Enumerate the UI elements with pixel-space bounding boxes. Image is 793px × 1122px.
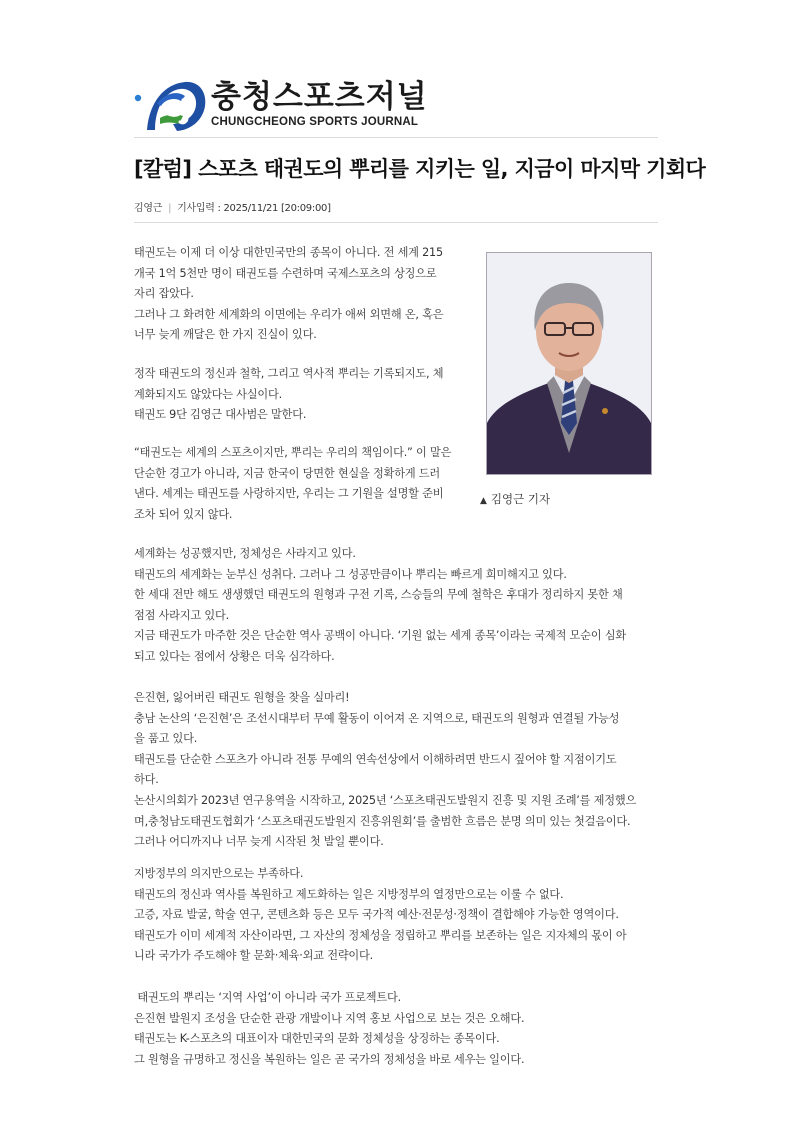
paragraph-line: 너무 늦게 깨달은 한 가지 진실이 있다. bbox=[134, 328, 317, 342]
article-paragraph bbox=[134, 243, 467, 346]
section-heading: 태권도의 뿌리는 ‘지역 사업’이 아니라 국가 프로젝트다. bbox=[134, 991, 401, 1004]
paragraph-line: 충남 논산의 ‘은진현’은 조선시대부터 무예 활동이 이어져 온 지역으로, 태권도의 원형과 연결될 가능성 bbox=[134, 711, 620, 725]
paragraph-line: 조차 되어 있지 않다. bbox=[134, 507, 233, 521]
paragraph-line: 태권도를 단순한 스포츠가 아니라 전통 무예의 연속선상에서 이해하려면 반드시 짚어야 할 지점이기도 bbox=[134, 752, 617, 766]
paragraph-line: 정작 태권도의 정신과 철학, 그리고 역사적 뿌리는 기록되지도, 체 bbox=[134, 367, 444, 380]
paragraph-line: 단순한 경고가 아니라, 지금 한국이 당면한 현실을 정확하게 드러 bbox=[134, 466, 440, 480]
header-divider bbox=[134, 137, 658, 138]
paragraph-line: 자리 잡았다. bbox=[134, 287, 194, 301]
article-meta bbox=[134, 199, 331, 214]
article-paragraph bbox=[134, 364, 467, 426]
sj-logo-icon bbox=[133, 74, 209, 134]
article-paragraph bbox=[134, 864, 658, 967]
article-paragraph bbox=[134, 544, 658, 668]
paragraph-line: 그러나 그 화려한 세계화의 이면에는 우리가 애써 외면해 온, 혹은 bbox=[134, 307, 444, 321]
section-heading: 세계화는 성공했지만, 정체성은 사라지고 있다. bbox=[134, 547, 356, 560]
paragraph-line: 태권도의 세계화는 눈부신 성취다. 그러나 그 성공만큼이나 뿌리는 빠르게 희미해지고 있다. bbox=[134, 567, 567, 581]
paragraph-line: 한 세대 전만 해도 생생했던 태권도의 원형과 구전 기록, 스승들의 무예 철학은 후대가 정리하지 못한 채 bbox=[134, 588, 623, 602]
paragraph-line: “태권도는 세계의 스포츠이지만, 뿌리는 우리의 책임이다.” 이 말은 bbox=[134, 446, 452, 459]
meta-separator: | bbox=[168, 203, 172, 214]
site-logo[interactable] bbox=[133, 74, 428, 134]
logo-korean-name: 충청스포츠저널 bbox=[211, 79, 428, 115]
author-photo bbox=[486, 252, 652, 475]
logo-english-name: CHUNGCHEONG SPORTS JOURNAL bbox=[211, 116, 419, 128]
article-title: [칼럼] 스포츠 태권도의 뿌리를 지키는 일, 지금이 마지막 기회다 bbox=[134, 157, 706, 181]
paragraph-line: 은진현 발원지 조성을 단순한 관광 개발이나 지역 홍보 사업으로 보는 것은 오해다. bbox=[134, 1011, 525, 1025]
photo-caption bbox=[480, 491, 550, 507]
paragraph-line: 그 원형을 규명하고 정신을 복원하는 일은 곧 국가의 정체성을 바로 세우는 일이다. bbox=[134, 1052, 525, 1066]
paragraph-line: 며,충청남도태권도협회가 ‘스포츠태권도발원지 진흥위원회’를 출범한 흐름은 분명 의미 있는 첫걸음이다. bbox=[134, 814, 631, 828]
photo-caption-text: 김영근 기자 bbox=[490, 492, 551, 506]
publish-date: 기사입력 : 2025/11/21 [20:09:00] bbox=[177, 203, 331, 214]
article-paragraph bbox=[134, 988, 658, 1070]
paragraph-line: 고증, 자료 발굴, 학술 연구, 콘텐츠화 등은 모두 국가적 예산·전문성·정책이 결합해야 가능한 영역이다. bbox=[134, 908, 619, 922]
paragraph-line: 논산시의회가 2023년 연구용역을 시작하고, 2025년 ‘스포츠태권도발원지 진흥 및 지원 조례’를 제정했으 bbox=[134, 793, 637, 807]
section-heading: 은진현, 잃어버린 태권도 원형을 찾을 실마리! bbox=[134, 691, 350, 704]
paragraph-line: 태권도는 이제 더 이상 대한민국만의 종목이 아니다. 전 세계 215 bbox=[134, 246, 443, 259]
author-name[interactable]: 김영근 bbox=[134, 203, 163, 214]
article-quote-paragraph bbox=[134, 443, 467, 525]
paragraph-line: 개국 1억 5천만 명이 태권도를 수련하며 국제스포츠의 상징으로 bbox=[134, 266, 437, 280]
paragraph-line: 낸다. 세계는 태권도를 사랑하지만, 우리는 그 기원을 설명할 준비 bbox=[134, 487, 444, 501]
paragraph-line: 지금 태권도가 마주한 것은 단순한 역사 공백이 아니다. ‘기원 없는 세계 종목’이라는 국제적 모순이 심화 bbox=[134, 629, 626, 643]
paragraph-line: 되고 있다는 점에서 상황은 더욱 심각하다. bbox=[134, 649, 335, 663]
paragraph-line: 점점 사라지고 있다. bbox=[134, 608, 229, 622]
paragraph-line: 태권도가 이미 세계적 자산이라면, 그 자산의 정체성을 정립하고 뿌리를 보존하는 일은 지자체의 몫이 아 bbox=[134, 928, 627, 942]
paragraph-line: 그러나 어디까지나 너무 늦게 시작된 첫 발일 뿐이다. bbox=[134, 835, 384, 849]
paragraph-line: 을 품고 있다. bbox=[134, 732, 198, 746]
meta-divider bbox=[134, 222, 658, 223]
paragraph-line: 계화되지도 않았다는 사실이다. bbox=[134, 387, 282, 401]
paragraph-line: 태권도의 정신과 역사를 복원하고 제도화하는 일은 지방정부의 열정만으로는 이룰 수 없다. bbox=[134, 887, 564, 901]
paragraph-line: 태권도 9단 김영근 대사범은 말한다. bbox=[134, 408, 307, 422]
article-paragraph bbox=[134, 688, 658, 853]
triangle-up-icon: ▲ bbox=[480, 496, 487, 506]
paragraph-line: 하다. bbox=[134, 773, 159, 787]
paragraph-line: 태권도는 K-스포츠의 대표이자 대한민국의 문화 정체성을 상징하는 종목이다. bbox=[134, 1032, 500, 1046]
section-heading: 지방정부의 의지만으로는 부족하다. bbox=[134, 867, 304, 880]
paragraph-line: 니라 국가가 주도해야 할 문화·체육·외교 전략이다. bbox=[134, 949, 373, 963]
